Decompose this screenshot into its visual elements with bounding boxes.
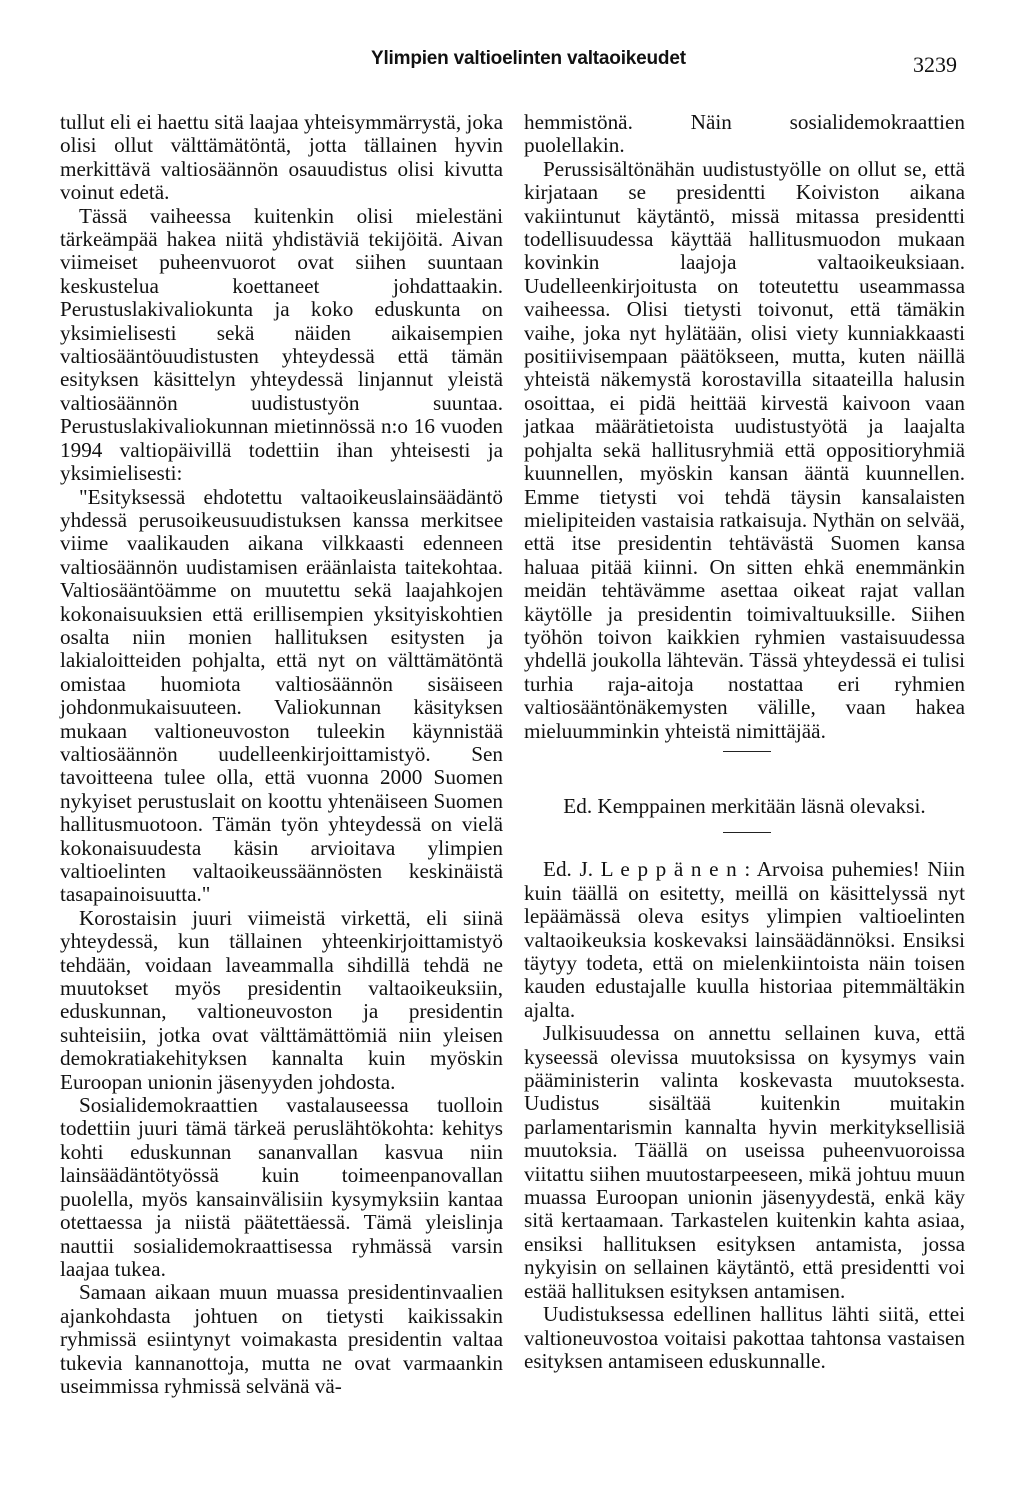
paragraph: Julkisuudessa on annettu sellainen kuva, että kyseessä olevissa muutoksissa on kysymys vain pääministerin valinta koskevasta muutoksesta. Uudistus sisältää kuitenkin muitakin parlamentarismin kannalta hyvin merkityksellisiä muutoksia. Täällä on useissa puheenvuoroissa viitattu siihen muutostarpeeseen, mikä johtuu muun muassa Euroopan unionin jäsenyydestä, enkä käy sitä kertaamaan. Tarkastelen kuitenkin kahta asiaa, ensiksi hallituksen esityksen antamista, jossa nykyisin on sellainen käytäntö, että presidentti voi estää hallituksen esityksen antamisen. [524, 1021, 965, 1303]
paragraph: Sosialidemokraattien vastalauseessa tuolloin todettiin juuri tämä tärkeä peruslähtökohta: kehitys kohti eduskunnan sananvallan kasvua niin lainsäädäntötyössä kuin toimeenpanovallan puolella, myös kansainvälisiin kysymyksiin kantaa otettaessa ja niistä päätettäessä. Tämä yleislinja nauttii sosialidemokraattisessa ryhmässä varsin laajaa tukea. [60, 1093, 503, 1281]
paragraph: Tässä vaiheessa kuitenkin olisi mielestäni tärkeämpää hakea niitä yhdistäviä tekijöitä. Aivan viimeiset puheenvuorot ovat siihen suuntaan keskustelua koettaneet johdattaakin. Perustuslakivaliokunta ja koko eduskunta on yksimielisesti sekä näiden aikaisempien valtiosääntöuudistusten yhteydessä että tämän esityksen käsittelyn yhteydessä linjannut yleistä valtiosäännön uudistustyön suuntaa. Perustuslakivaliokunnan mietinnössä n:o 16 vuoden 1994 valtiopäivillä todettiin ihan yhteisesti ja yksimielisesti: [60, 203, 503, 486]
speech-text: Arvoisa puhemies! Niin kuin täällä on esitetty, meillä on käsittelyssä nyt lepäämässä oleva esitys ylimpien valtioelinten valtaoikeuksia koskevaksi lainsäädännöksi. Ensiksi täytyy todeta, että on mielenkiintoista näin toisen kauden edustajalle kuulla historiaa pitemmältäkin ajalta. [524, 857, 965, 1022]
paragraph: Samaan aikaan muun muassa presidentinvaalien ajankohdasta johtuen on tietysti kaikissakin ryhmissä esiintynyt voimakasta presidentin valtaa tukevia kannanottoja, mutta ne ovat varmaankin useimmissa ryhmissä selvänä vä- [60, 1280, 503, 1398]
paragraph: hemmistönä. Näin sosialidemokraattien puolellakin. [524, 110, 965, 158]
paragraph: Perussisältönähän uudistustyölle on ollut se, että kirjataan se presidentti Koiviston aikana vakiintunut käytäntö, missä mitassa presidentti todellisuudessa käyttää hallitusmuodon mukaan kovinkin laajoja valtaoikeuksiaan. Uudelleenkirjoitusta on toteutettu useammassa vaiheessa. Olisi tietysti toivonut, että tämäkin vaihe, joka nyt hylätään, olisi viety kunniakkaasti positiivisempaan päätökseen, mutta, kuten näillä yhteistä näkemystä korostavilla sitaateilla halusin osoittaa, ei pidä heittää kirvestä kaivoon vaan jatkaa määrätietoista uudistustyötä ja laajalta pohjalta sekä hallitusryhmiä että oppositioryhmiä kuunnellen, myöskin kansan ääntä kuunnellen. Emme tietysti voi tehdä täysin kansalaisten mielipiteiden vastaisia ratkaisuja. Nythän on selvää, että itse presidentin tehtävästä Suomen kansa haluaa pitää kiinni. On sitten ehkä enemmänkin meidän tehtävämme asettaa oikeat rajat vallan käytölle ja presidentin toimivaltuuksille. Siihen työhön toivon kaikkien ryhmien vastaisuudessa yhdellä joukolla lähtevän. Tässä yhteydessä ei tulisi turhia raja-aitoja nostattaa eri ryhmien valtiosääntönäkemysten välille, vaan hakea mieluumminkin yhteistä nimittäjää. [524, 156, 965, 743]
running-title: Ylimpien valtioelinten valtaoikeudet [371, 48, 686, 69]
page-header [0, 48, 1024, 82]
page-number: 3239 [913, 52, 957, 77]
left-column [60, 111, 503, 1398]
attendance-notice: Ed. Kemppainen merkitään läsnä olevaksi. [563, 793, 926, 818]
paragraph: Korostaisin juuri viimeistä virkettä, eli siinä yhteydessä, kun tällainen yhteenkirjoittamistyö tehdään, voidaan laveammalla sihdillä tehdä ne muutokset myös presidentin valtaoikeuksiin, eduskunnan, valtioneuvoston ja presidentin suhteisiin, jotka ovat välttämättömiä niin yleisen demokratiakehityksen kannalta kuin myöskin Euroopan unionin jäsenyyden johdosta. [60, 905, 503, 1094]
section-divider [524, 743, 965, 775]
speech-paragraph [524, 858, 965, 1022]
speaker-name: Ed. J. L e p p ä n e n : [543, 857, 751, 882]
committee-quote: "Esityksessä ehdotettu valtaoikeuslainsäädäntö yhdessä perusoikeusuudistuksen kanssa merkitsee viime vaalikauden aikana vilkkaasti edenneen valtiosäännön uudistamisen eräänlaista taitekohtaa. Valtiosääntöämme on muutettu sekä laajahkojen kokonaisuuksien että erillisempien yksityiskohtien osalta niin monien hallituksen esitysten ja lakialoitteiden pohjalta, että nyt on välttämätöntä omistaa huomiota valtiosäännön sisäiseen johdonmukaisuuteen. Valiokunnan käsityksen mukaan valtioneuvoston tuleekin käynnistää valtiosäännön uudelleenkirjoittamistyö. Sen tavoitteena tulee olla, että vuonna 2000 Suomen nykyiset perustuslait on koottu yhtenäiseen Suomen hallitusmuotoon. Tämän työn yhteydessä on vielä kokonaisuudesta käsin arvioitava ylimpien valtioelinten valtaoikeussäännösten keskinäistä tasapainoisuutta." [60, 484, 503, 907]
paragraph: Uudistuksessa edellinen hallitus lähti siitä, ettei valtioneuvostoa voitaisi pakottaa tahtonsa vastaisen esityksen antamiseen eduskunnalle. [524, 1302, 965, 1373]
section-divider [524, 824, 965, 852]
paragraph: tullut eli ei haettu sitä laajaa yhteisymmärrystä, joka olisi ollut välttämätöntä, jotta tällainen hyvin merkittävä valtiosäännön osauudistus olisi kivutta voinut edetä. [60, 110, 503, 205]
right-column [524, 111, 965, 1373]
